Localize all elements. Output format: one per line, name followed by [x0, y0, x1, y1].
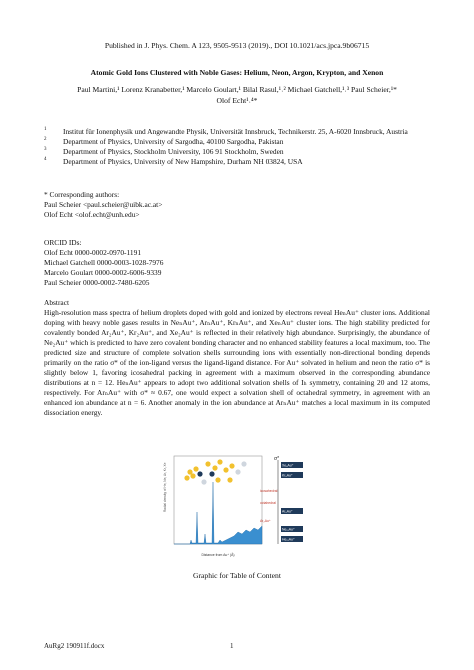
affiliation [44, 127, 444, 137]
orcid-entry: Michael Gatchell 0000-0003-1028-7976 [44, 258, 164, 267]
cluster-label: Xe₆Au⁺ [282, 463, 294, 468]
affiliation [44, 147, 444, 157]
page-number: 1 [230, 642, 234, 650]
orcid-entry: Olof Echt 0000-0002-0970-1191 [44, 248, 142, 257]
affiliation-number: 4 [44, 157, 47, 162]
author-list [42, 84, 432, 106]
affiliation-text: Department of Physics, Stockholm University, 106 91 Stockholm, Sweden [63, 147, 284, 156]
corresponding-authors [44, 190, 444, 220]
abstract-heading: Abstract [44, 298, 70, 307]
x-axis-label: Distance from Au⁺ (Å) [201, 553, 235, 557]
cluster-label: He₁₂Au⁺ [282, 537, 295, 542]
structure-label: octahedral [260, 501, 276, 505]
publication-header: Published in J. Phys. Chem. A 123, 9505-9513 (2019)., DOI 10.1021/acs.jpca.9b06715 [104, 41, 370, 50]
plot-frame [174, 456, 262, 544]
affiliation-number: 1 [44, 127, 47, 132]
corresponding-email[interactable]: Olof Echt <olof.echt@unh.edu> [44, 210, 140, 219]
corresponding-heading: * Corresponding authors: [44, 190, 120, 199]
affiliation-number: 2 [44, 137, 47, 142]
affiliation [44, 137, 444, 147]
affiliations [44, 127, 444, 167]
orcid-heading: ORCID IDs: [44, 238, 82, 247]
orcid-ids [44, 238, 444, 288]
affiliation-text: Department of Physics, University of New Hampshire, Durham NH 03824, USA [63, 157, 303, 166]
figure-caption: Graphic for Table of Content [193, 571, 281, 580]
affiliation [44, 157, 444, 167]
orcid-entry: Paul Scheier 0000-0002-7480-6205 [44, 278, 150, 287]
cluster-label: Kr₆Au⁺ [282, 473, 293, 478]
affiliation-text: Institut für Ionenphysik und Angewandte Physik, Universität Innsbruck, Technikerstr. 25, A-6020 Innsbruck, Austria [63, 127, 408, 136]
orcid-entry: Marcelo Goulart 0000-0002-6006-9339 [44, 268, 162, 277]
paper-title: Atomic Gold Ions Clustered with Noble Gases: Helium, Neon, Argon, Krypton, and Xenon [90, 68, 384, 77]
author-line-1: Paul Martini,¹ Lorenz Kranabetter,¹ Marcelo Goulart,¹ Bilal Rasul,¹˒² Michael Gatchell,¹˒³ Paul Scheier,¹* [77, 85, 397, 94]
abstract-text: High-resolution mass spectra of helium droplets doped with gold and ionized by electrons reveal HeₙAu⁺ cluster ions. Additional doping with heavy noble gases results in NeₙAu⁺, ArₙAu⁺, KrₙAu⁺, and XeₙAu⁺ cluster ions. The high stability predicted for covalently bonded Ar₂Au⁺, Kr₂Au⁺, and Xe₂Au⁺ is reflected in their relatively high abundance. Surprisingly, the abundance of Ne₂Au⁺ which is predicted to have zero covalent bonding character and no enhanced stability features a local maximum, too. The predicted size and structure of complete solvation shells surrounding ions with essentially non-directional bonding depends primarily on the ratio σ* of the ion-ligand versus the ligand-ligand distance. For Au⁺ solvated in helium and neon the ratio σ* is slightly below 1, favoring icosahedral packing in agreement with a maximum observed in the corresponding abundance distributions at n = 12. HeₙAu⁺ appears to adopt two additional solvation shells of Iₕ symmetry, containing 20 and 12 atoms, respectively. For ArₙAu⁺ with σ* ≈ 0.67, one would expect a solvation shell of octahedral symmetry, in agreement with an enhanced ion abundance at n = 6. Another anomaly in the ion abundance at ArₙAu⁺ matches a local maximum in its computed dissociation energy. [44, 308, 430, 418]
footer-filename: AuRg2 190911f.docx [44, 642, 105, 650]
toc-graphic [160, 452, 310, 564]
affiliation-number: 3 [44, 147, 47, 152]
y-axis-label: Radial density of He, Ne, Ar, Kr, Xe [163, 462, 167, 512]
structure-label: Ar₂Au⁺ [260, 519, 271, 523]
cluster-label: Ar₆Au⁺ [282, 509, 293, 514]
author-line-2: Olof Echt¹˒⁴* [216, 96, 258, 105]
corresponding-email[interactable]: Paul Scheier <paul.scheier@uibk.ac.at> [44, 200, 163, 209]
affiliation-text: Department of Physics, University of Sargodha, 40100 Sargodha, Pakistan [63, 137, 284, 146]
sigma-label: σ* [274, 456, 280, 462]
structure-label: icosahedral [260, 489, 278, 493]
cluster-label: Ne₁₂Au⁺ [282, 527, 295, 532]
